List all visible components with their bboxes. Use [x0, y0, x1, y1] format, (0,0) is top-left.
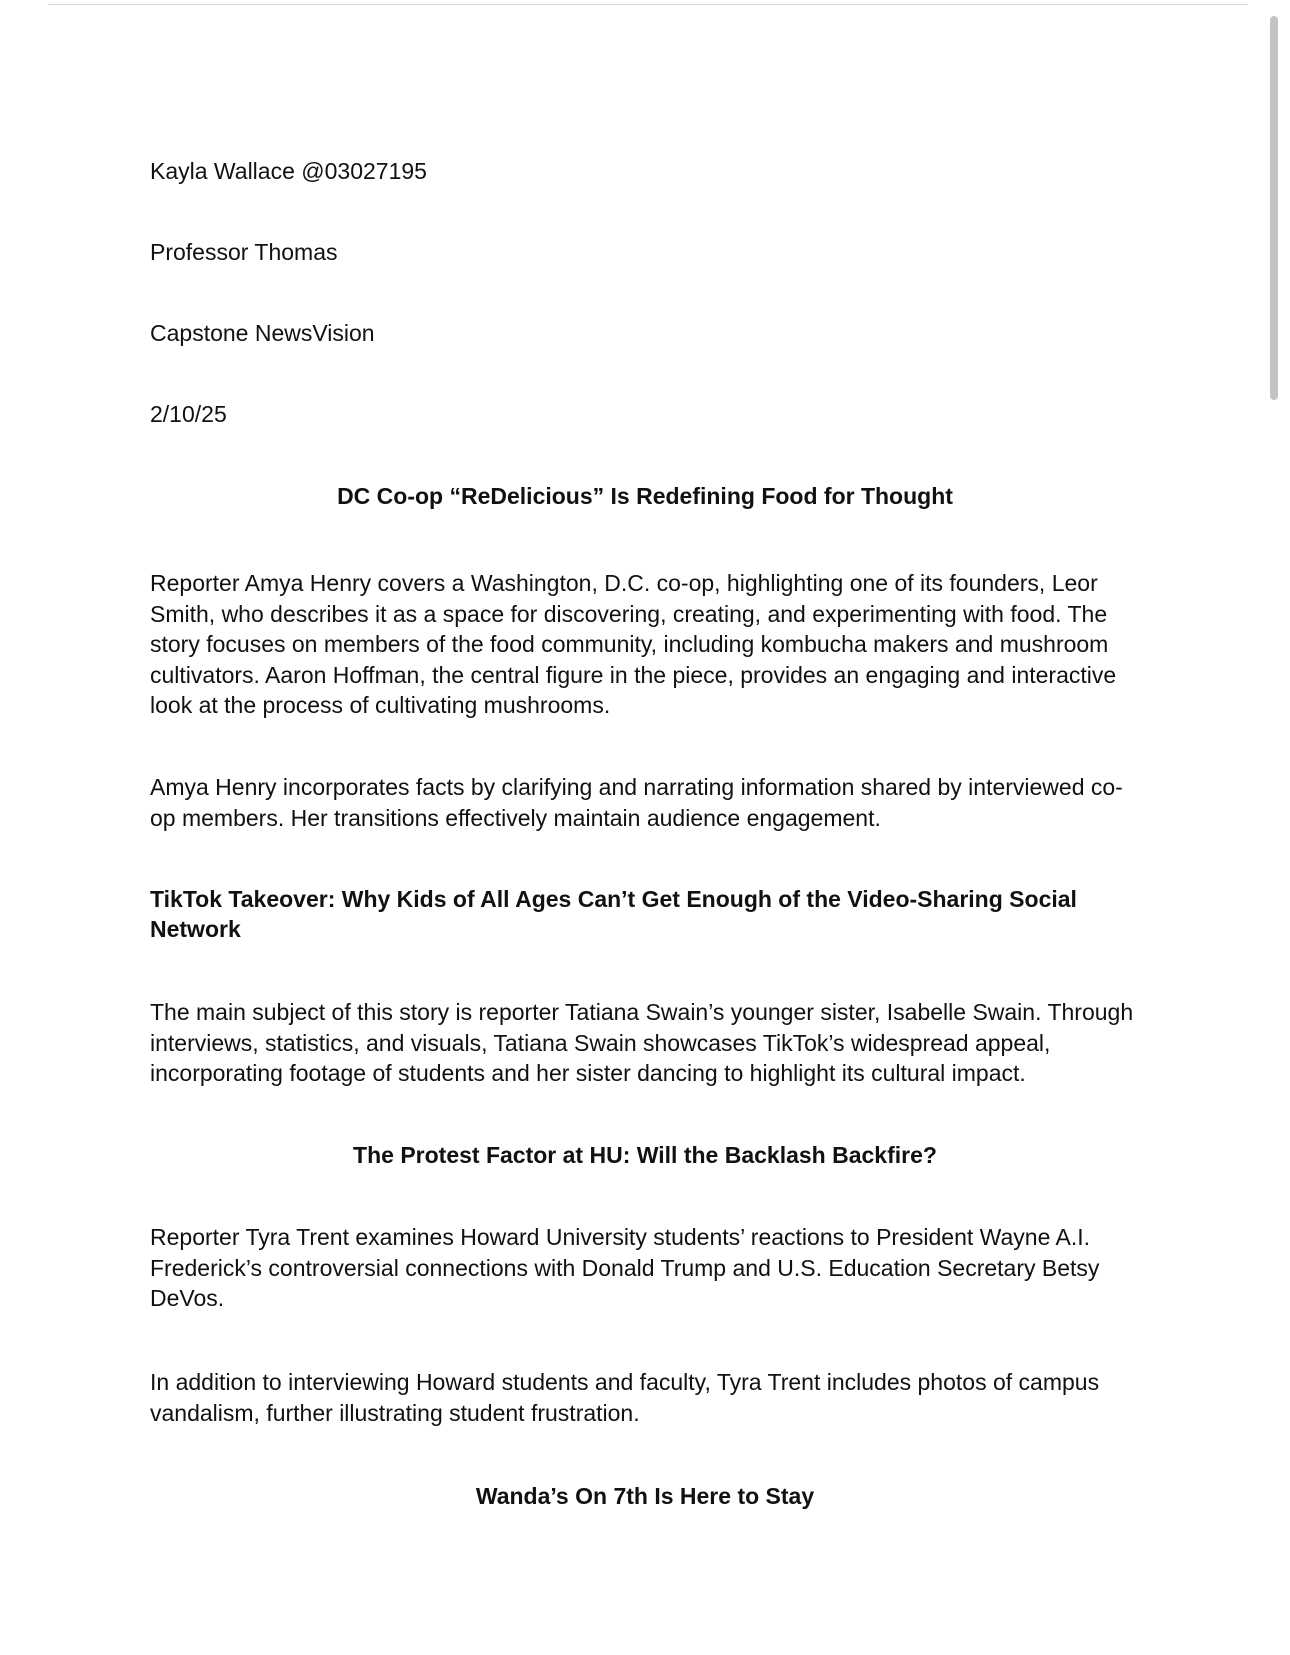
section-paragraph: Reporter Tyra Trent examines Howard University students’ reactions to President Wayne A.I. Frederick’s controversial connections with Donald Trump and U.S. Education Secretary Betsy DeVos. [150, 1224, 1100, 1311]
course-line: Capstone NewsVision [150, 320, 375, 346]
section-title: The Protest Factor at HU: Will the Backlash Backfire? [353, 1142, 937, 1168]
top-divider [48, 4, 1248, 5]
professor-line: Professor Thomas [150, 239, 338, 265]
section-paragraph: Reporter Amya Henry covers a Washington, D.C. co-op, highlighting one of its founders, Leor Smith, who describes it as a space for discovering, creating, and experimenting with food. The story focuses on members of the food community, including kombucha makers and mushroom cultivators. Aaron Hoffman, the central figure in the piece, provides an engaging and interactive look at the process of cultivating mushrooms. [150, 570, 1117, 718]
section-paragraph: In addition to interviewing Howard students and faculty, Tyra Trent includes photos of campus vandalism, further illustrating student frustration. [150, 1369, 1100, 1426]
date-line: 2/10/25 [150, 401, 227, 427]
section-title: Wanda’s On 7th Is Here to Stay [475, 1483, 815, 1509]
section-title: DC Co-op “ReDelicious” Is Redefining Food for Thought [337, 483, 953, 509]
vertical-scrollbar[interactable] [1270, 16, 1278, 400]
section-title: TikTok Takeover: Why Kids of All Ages Can’t Get Enough of the Video-Sharing Social Network [150, 886, 1077, 942]
author-line: Kayla Wallace @03027195 [150, 158, 427, 184]
section-paragraph: Amya Henry incorporates facts by clarifying and narrating information shared by interviewed co-op members. Her transitions effectively maintain audience engagement. [150, 774, 1123, 831]
section-paragraph: The main subject of this story is reporter Tatiana Swain’s younger sister, Isabelle Swain. Through interviews, statistics, and visuals, Tatiana Swain showcases TikTok’s widespread appeal, incorporating footage of students and her sister dancing to highlight its cultural impact. [150, 999, 1134, 1086]
